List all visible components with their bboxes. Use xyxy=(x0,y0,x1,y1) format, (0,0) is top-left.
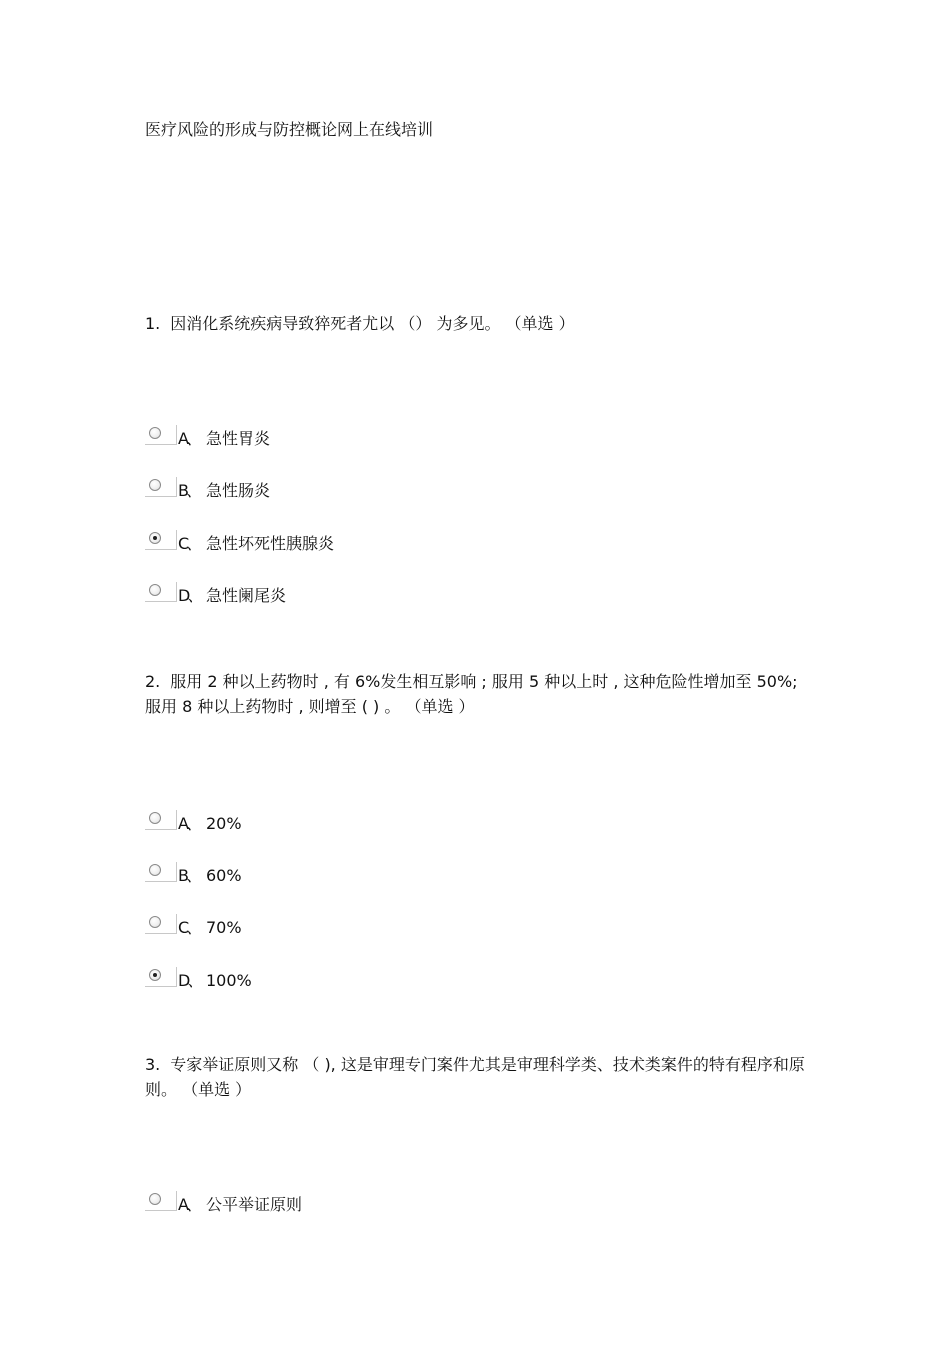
question-2 xyxy=(145,669,810,719)
document-title: 医疗风险的形成与防控概论网上在线培训 xyxy=(145,120,434,139)
option-text: 100% xyxy=(206,971,252,990)
option-text: 急性胃炎 xyxy=(206,429,271,448)
radio-button[interactable] xyxy=(145,862,177,882)
radio-button[interactable] xyxy=(145,477,177,497)
radio-circle-icon[interactable] xyxy=(149,584,161,596)
radio-circle-icon[interactable] xyxy=(149,532,161,544)
radio-button[interactable] xyxy=(145,1191,177,1211)
radio-button[interactable] xyxy=(145,810,177,830)
radio-button[interactable] xyxy=(145,425,177,445)
option-text: 公平举证原则 xyxy=(206,1195,303,1214)
question-1 xyxy=(145,311,810,336)
radio-button[interactable] xyxy=(145,530,177,550)
q1-option-b[interactable] xyxy=(145,477,545,507)
question-3 xyxy=(145,1052,810,1102)
option-letter: B、 xyxy=(178,866,199,885)
question-text: 服用 2 种以上药物时 , 有 6%发生相互影响 ; 服用 5 种以上时 , 这种危险性增加至 50%;服用 8 种以上药物时 , 则增至 ( ) 。 （单选 ） xyxy=(145,672,798,716)
q2-option-b[interactable] xyxy=(145,862,545,892)
option-letter: A、 xyxy=(178,814,199,833)
q1-option-d[interactable] xyxy=(145,582,545,612)
radio-circle-icon[interactable] xyxy=(149,479,161,491)
option-text: 急性坏死性胰腺炎 xyxy=(206,534,335,553)
radio-circle-icon[interactable] xyxy=(149,969,161,981)
radio-circle-icon[interactable] xyxy=(149,1193,161,1205)
radio-button[interactable] xyxy=(145,914,177,934)
option-text: 20% xyxy=(206,814,242,833)
q1-option-c[interactable] xyxy=(145,530,545,560)
question-number: 2. xyxy=(145,672,161,691)
option-letter: B、 xyxy=(178,481,199,500)
option-letter: A、 xyxy=(178,1195,199,1214)
q2-option-d[interactable] xyxy=(145,967,545,997)
q2-option-c[interactable] xyxy=(145,914,545,944)
q3-option-a[interactable] xyxy=(145,1191,545,1221)
option-text: 60% xyxy=(206,866,242,885)
q2-option-a[interactable] xyxy=(145,810,545,840)
radio-button[interactable] xyxy=(145,582,177,602)
question-number: 3. xyxy=(145,1055,161,1074)
option-letter: D、 xyxy=(178,971,201,990)
option-text: 急性肠炎 xyxy=(206,481,271,500)
option-letter: D、 xyxy=(178,586,201,605)
radio-circle-icon[interactable] xyxy=(149,427,161,439)
radio-circle-icon[interactable] xyxy=(149,864,161,876)
question-text: 专家举证原则又称 （ ), 这是审理专门案件尤其是审理科学类、技术类案件的特有程序和原则。 （单选 ） xyxy=(145,1055,805,1099)
radio-circle-icon[interactable] xyxy=(149,812,161,824)
radio-button[interactable] xyxy=(145,967,177,987)
option-letter: C、 xyxy=(178,534,200,553)
radio-circle-icon[interactable] xyxy=(149,916,161,928)
option-text: 急性阑尾炎 xyxy=(206,586,287,605)
option-text: 70% xyxy=(206,918,242,937)
option-letter: C、 xyxy=(178,918,200,937)
question-number: 1. xyxy=(145,314,161,333)
option-letter: A、 xyxy=(178,429,199,448)
q1-option-a[interactable] xyxy=(145,425,545,455)
question-text: 因消化系统疾病导致猝死者尤以 （） 为多见。 （单选 ） xyxy=(170,314,575,333)
